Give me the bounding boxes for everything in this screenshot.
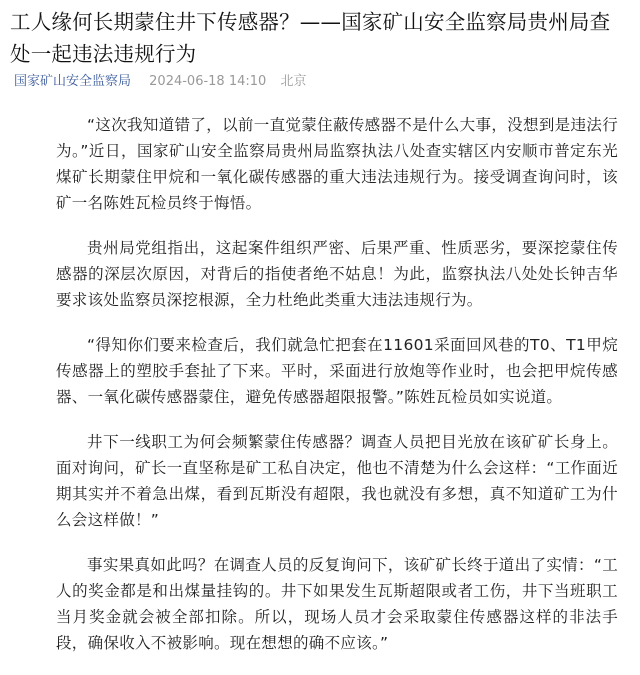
article-body xyxy=(56,112,618,675)
source-link[interactable]: 国家矿山安全监察局 xyxy=(14,74,132,89)
paragraph-4: 井下一线职工为何会频繁蒙住传感器？调查人员把目光放在该矿矿长身上。面对询问，矿长一直坚称是矿工私自决定，他也不清楚为什么会这样：“工作面近期其实并不着急出煤，看到瓦斯没有超限，我也就没有多想，真不知道矿工为什么会这样做！” xyxy=(56,433,618,529)
publish-location: 北京 xyxy=(280,74,307,89)
publish-time: 2024-06-18 14:10 xyxy=(149,74,267,89)
paragraph-2: 贵州局党组指出，这起案件组织严密、后果严重、性质恶劣，要深挖蒙住传感器的深层次原因，对背后的指使者绝不姑息！为此，监察执法八处处长钟吉华要求该处监察员深挖根源，全力杜绝此类重大违法违规行为。 xyxy=(56,239,618,309)
paragraph-3: “得知你们要来检查后，我们就急忙把套在11601采面回风巷的T0、T1甲烷传感器上的塑胶手套扯了下来。平时，采面进行放炮等作业时，也会把甲烷传感器、一氧化碳传感器蒙住，避免传感器超限报警。”陈姓瓦检员如实说道。 xyxy=(56,336,618,406)
paragraph-5: 事实果真如此吗？在调查人员的反复询问下，该矿矿长终于道出了实情：“工人的奖金都是和出煤量挂钩的。井下如果发生瓦斯超限或者工伤，井下当班职工当月奖金就会被全部扣除。所以，现场人员才会采取蒙住传感器这样的非法手段，确保收入不被影响。现在想想的确不应该。” xyxy=(56,556,618,652)
article-meta xyxy=(14,72,306,92)
article-title: 工人缘何长期蒙住井下传感器？——国家矿山安全监察局贵州局查处一起违法违规行为 xyxy=(10,10,611,66)
paragraph-1: “这次我知道错了，以前一直觉蒙住蔽传感器不是什么大事，没想到是违法行为。”近日，国家矿山安全监察局贵州局监察执法八处查实辖区内安顺市普定东光煤矿长期蒙住甲烷和一氧化碳传感器的重大违法违规行为。接受调查询问时，该矿一名陈姓瓦检员终于悔悟。 xyxy=(56,116,618,212)
